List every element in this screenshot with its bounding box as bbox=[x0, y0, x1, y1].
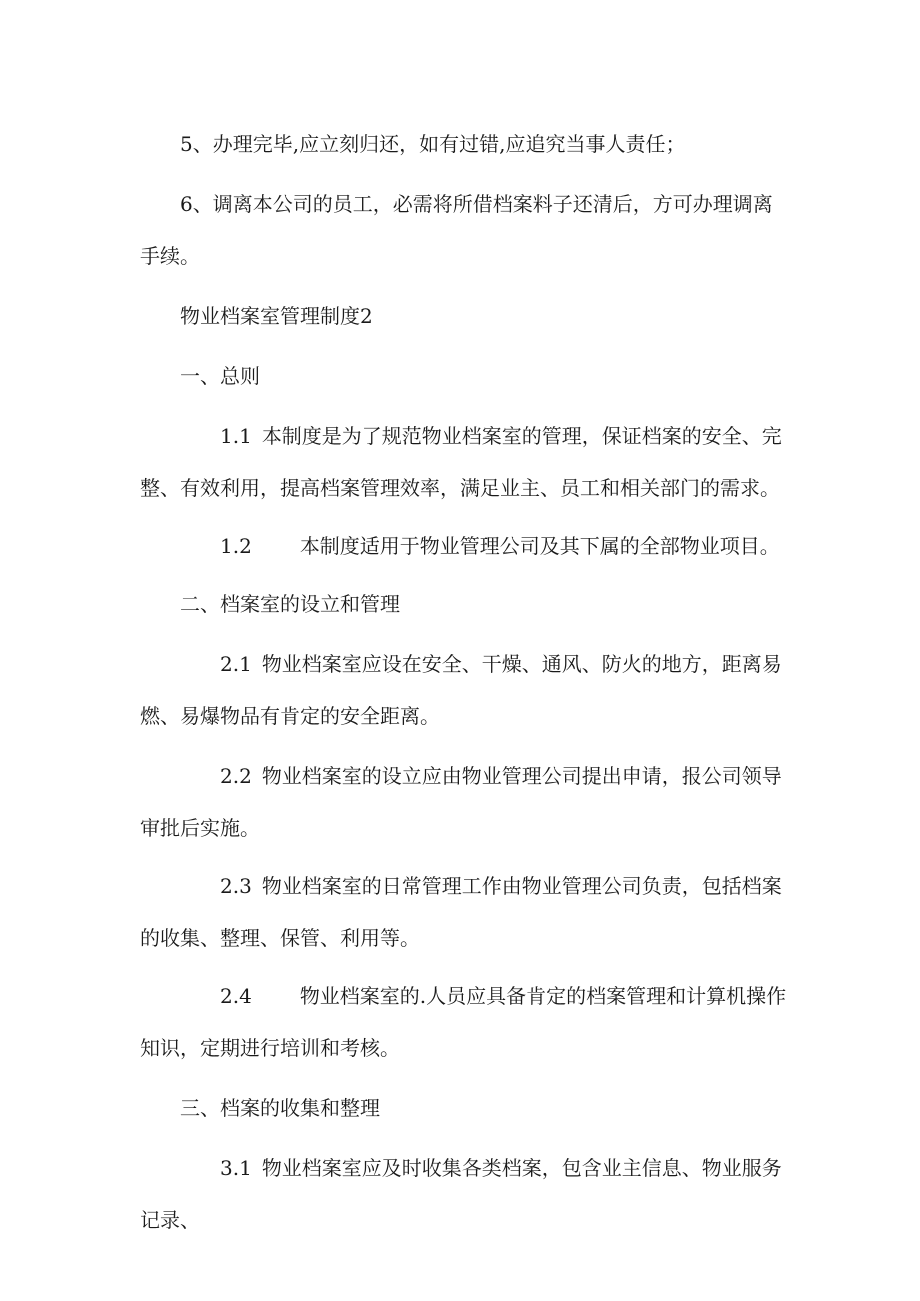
clause-1-2 bbox=[140, 520, 790, 572]
chapter-heading-text: 一、总则 bbox=[180, 364, 260, 388]
chapter-heading-text: 二、档案室的设立和管理 bbox=[180, 592, 400, 616]
clause-text: 物业档案室的.人员应具备肯定的档案管理和计算机操作知识，定期进行培训和考核。 bbox=[140, 984, 787, 1060]
clause-number: 2.4 bbox=[220, 984, 252, 1008]
clause-number: 2.3 bbox=[220, 874, 252, 898]
clause-3-1 bbox=[140, 1142, 790, 1246]
clause-text: 物业档案室应及时收集各类档案，包含业主信息、物业服务记录、 bbox=[140, 1156, 782, 1232]
chapter-heading-2 bbox=[140, 578, 790, 630]
chapter-heading-3 bbox=[140, 1082, 790, 1134]
section-title bbox=[140, 290, 790, 342]
clause-text: 物业档案室的设立应由物业管理公司提出申请，报公司领导审批后实施。 bbox=[140, 764, 782, 840]
chapter-heading-text: 三、档案的收集和整理 bbox=[180, 1096, 380, 1120]
paragraph-item-5 bbox=[140, 118, 790, 170]
paragraph-text: 5、办理完毕,应立刻归还，如有过错,应追究当事人责任； bbox=[180, 132, 686, 156]
clause-text: 本制度是为了规范物业档案室的管理，保证档案的安全、完整、有效利用，提高档案管理效率，满足业主、员工和相关部门的需求。 bbox=[140, 424, 782, 500]
clause-number: 1.1 bbox=[220, 424, 252, 448]
clause-2-3 bbox=[140, 860, 790, 964]
clause-text: 物业档案室应设在安全、干燥、通风、防火的地方，距离易燃、易爆物品有肯定的安全距离。 bbox=[140, 652, 782, 728]
clause-2-4 bbox=[140, 970, 790, 1074]
chapter-heading-1 bbox=[140, 350, 790, 402]
clause-number: 2.1 bbox=[220, 652, 252, 676]
clause-text: 本制度适用于物业管理公司及其下属的全部物业项目。 bbox=[299, 534, 780, 558]
section-title-text: 物业档案室管理制度2 bbox=[180, 304, 373, 328]
paragraph-item-6 bbox=[140, 178, 790, 282]
paragraph-text: 6、调离本公司的员工，必需将所借档案料子还清后，方可办理调离手续。 bbox=[140, 192, 773, 268]
clause-text: 物业档案室的日常管理工作由物业管理公司负责，包括档案的收集、整理、保管、利用等。 bbox=[140, 874, 782, 950]
clause-1-1 bbox=[140, 410, 790, 514]
clause-number: 2.2 bbox=[220, 764, 252, 788]
clause-number: 3.1 bbox=[220, 1156, 252, 1180]
clause-2-2 bbox=[140, 750, 790, 854]
clause-2-1 bbox=[140, 638, 790, 742]
clause-number: 1.2 bbox=[220, 534, 252, 558]
